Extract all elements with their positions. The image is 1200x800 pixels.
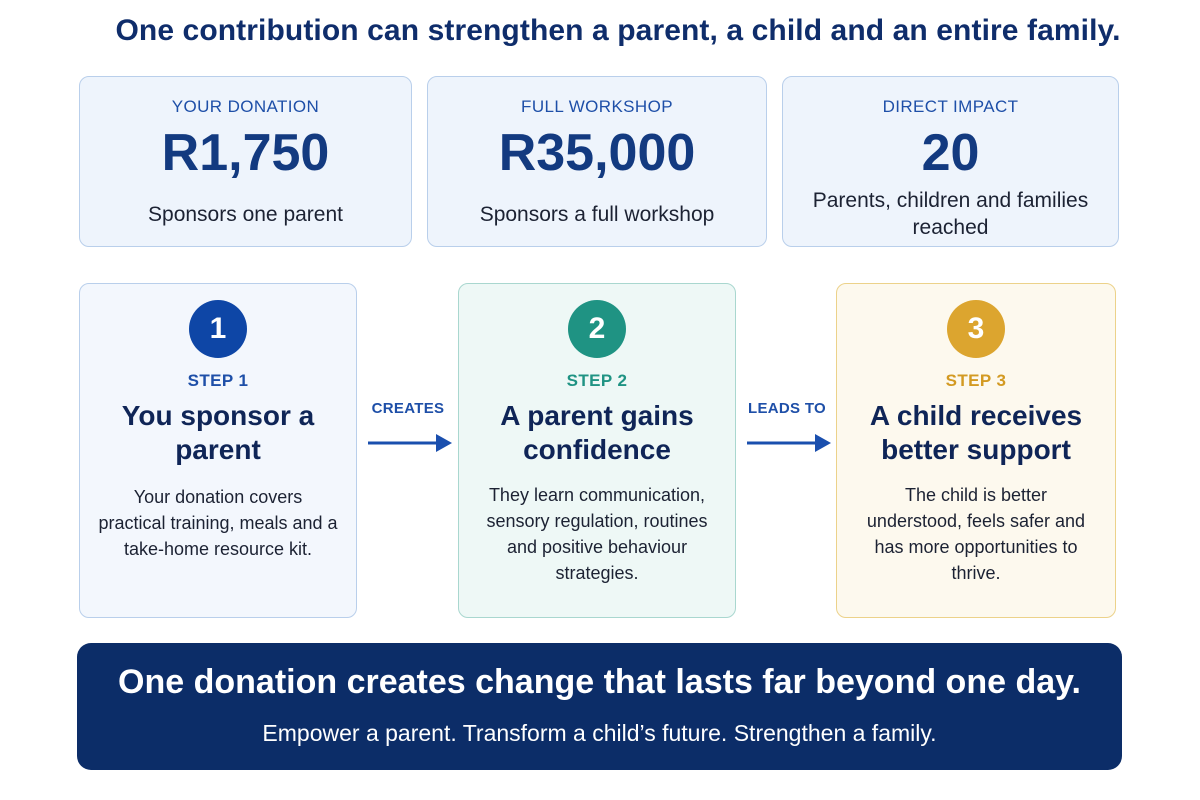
connector-creates <box>362 400 454 460</box>
step-description: The child is better understood, feels safer and has more opportunities to thrive. <box>866 485 1086 583</box>
step-label: STEP 3 <box>945 371 1007 390</box>
step-description: They learn communication, sensory regulation, routines and positive behaviour strategies. <box>486 485 708 583</box>
step-card-2 <box>458 283 736 618</box>
step-number-badge: 3 <box>947 300 1005 358</box>
stat-card-direct-impact <box>782 76 1119 247</box>
call-to-action-banner <box>77 643 1122 770</box>
step-card-3 <box>836 283 1116 618</box>
stat-value: R1,750 <box>161 124 330 182</box>
step-title: A child receives better support <box>869 400 1083 465</box>
page-headline: One contribution can strengthen a parent, a child and an entire family. <box>115 14 1121 47</box>
stat-card-your-donation <box>79 76 412 247</box>
step-card-1 <box>79 283 357 618</box>
stat-caption: Sponsors one parent <box>148 203 343 226</box>
step-number-badge: 2 <box>568 300 626 358</box>
stat-value: R35,000 <box>498 124 696 182</box>
connector-label: CREATES <box>371 400 445 417</box>
stat-caption: Parents, children and families reached <box>812 189 1089 239</box>
stat-card-full-workshop <box>427 76 767 247</box>
step-label: STEP 1 <box>187 371 249 390</box>
banner-title: One donation creates change that lasts far beyond one day. <box>118 663 1081 701</box>
stat-value: 20 <box>921 124 980 182</box>
stat-caption: Sponsors a full workshop <box>479 203 715 226</box>
stat-label: DIRECT IMPACT <box>882 97 1019 116</box>
step-label: STEP 2 <box>566 371 628 390</box>
connector-leads-to <box>741 400 833 460</box>
arrow-right-icon <box>368 432 452 454</box>
step-title: You sponsor a parent <box>121 400 315 465</box>
step-description: Your donation covers practical training, meals and a take-home resource kit. <box>98 487 338 559</box>
banner-subtitle: Empower a parent. Transform a child’s future. Strengthen a family. <box>262 720 937 746</box>
stat-label: FULL WORKSHOP <box>521 97 673 116</box>
connector-label: LEADS TO <box>748 400 826 417</box>
step-number-badge: 1 <box>189 300 247 358</box>
stat-label: YOUR DONATION <box>171 97 320 116</box>
arrow-right-icon <box>747 432 831 454</box>
step-title: A parent gains confidence <box>500 400 694 465</box>
